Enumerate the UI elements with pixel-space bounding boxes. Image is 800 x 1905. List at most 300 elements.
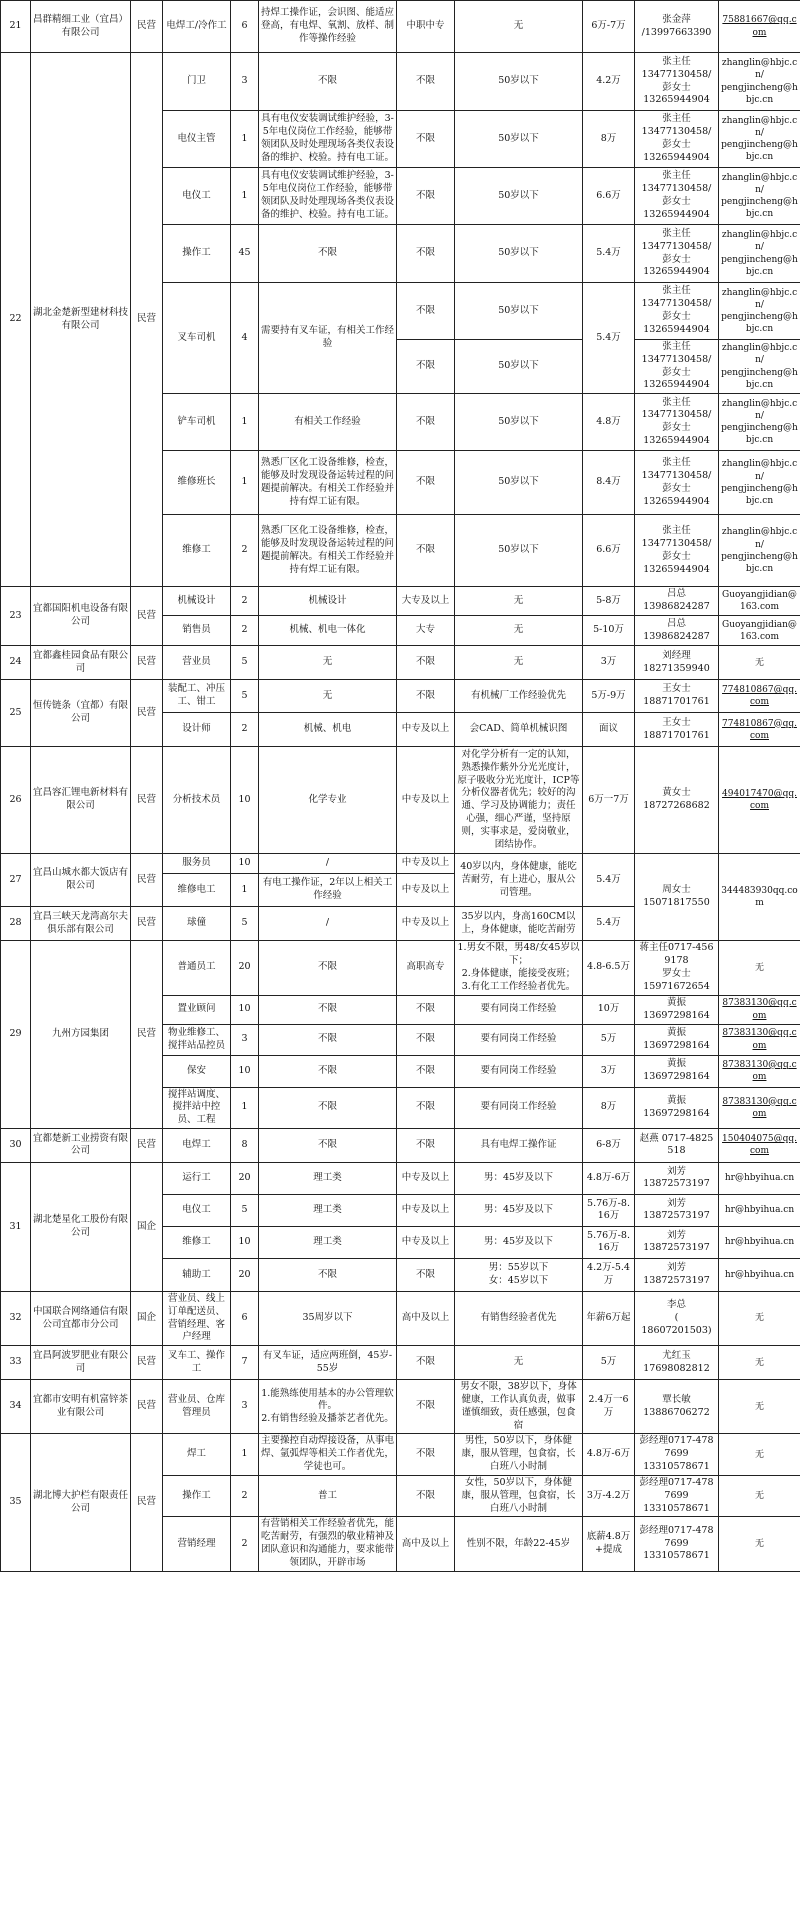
other-requirement-cell: 50岁以下	[455, 53, 583, 111]
education-cell: 中专及以上	[397, 713, 455, 747]
education-cell: 不限	[397, 225, 455, 283]
email-text[interactable]: 150404075@qq.com	[722, 1134, 797, 1157]
row-number-cell: 33	[1, 1346, 31, 1380]
salary-cell: 5-8万	[583, 587, 635, 616]
company-name-cell: 恒传链条（宜都）有限公司	[31, 680, 131, 747]
contact-cell: 覃长敏 13886706272	[635, 1380, 719, 1434]
contact-cell: 刘经理 18271359940	[635, 646, 719, 680]
position-cell: 叉车司机	[163, 283, 231, 394]
position-cell: 机械设计	[163, 587, 231, 616]
email-cell	[719, 1055, 800, 1087]
salary-cell: 6万-7万	[583, 1, 635, 53]
other-requirement-cell: 要有同岗工作经验	[455, 1055, 583, 1087]
row-number-cell: 23	[1, 587, 31, 646]
requirement-cell: 不限	[259, 1087, 397, 1128]
education-cell: 不限	[397, 1258, 455, 1291]
row-number-cell: 35	[1, 1434, 31, 1571]
other-requirement-cell: 50岁以下	[455, 111, 583, 168]
row-number-cell: 34	[1, 1380, 31, 1434]
table-row	[1, 646, 800, 680]
education-cell: 不限	[397, 995, 455, 1024]
email-cell	[719, 713, 800, 747]
position-cell: 门卫	[163, 53, 231, 111]
email-cell	[719, 1024, 800, 1055]
salary-cell: 5万-9万	[583, 680, 635, 713]
requirement-cell: 熟悉厂区化工设备维修，检查，能够及时发现设备运转过程的问题提前解决。有相关工作经验并持有焊工证有限。	[259, 515, 397, 587]
requirement-cell: 化学专业	[259, 747, 397, 854]
contact-cell: 张金萍 /13997663390	[635, 1, 719, 53]
headcount-cell: 10	[231, 1226, 259, 1258]
headcount-cell: 1	[231, 111, 259, 168]
table-row	[1, 854, 800, 874]
other-requirement-cell: 35岁以内，身高160CM以上，身体健康，能吃苦耐劳	[455, 907, 583, 941]
company-name-cell: 宜都楚新工业捞资有限公司	[31, 1128, 131, 1162]
education-cell: 大专	[397, 616, 455, 646]
contact-cell: 张主任 13477130458/ 彭女士 13265944904	[635, 225, 719, 283]
position-cell: 搅拌站调度、搅拌站中控员、工程	[163, 1087, 231, 1128]
position-cell: 电仪工	[163, 1194, 231, 1226]
contact-cell: 张主任 13477130458/ 彭女士 13265944904	[635, 168, 719, 225]
company-nature-cell: 民营	[131, 587, 163, 646]
email-text[interactable]: 无	[754, 1538, 764, 1549]
table-row	[1, 941, 800, 995]
headcount-cell: 6	[231, 1, 259, 53]
email-text[interactable]: zhanglin@hbjc.cn/ pengjincheng@hbjc.cn	[721, 172, 798, 220]
other-requirement-cell: 男：45岁及以下	[455, 1194, 583, 1226]
email-text[interactable]: 774810867@qq.com	[722, 685, 797, 708]
email-text[interactable]: 无	[754, 1449, 764, 1460]
contact-cell: 刘芳 13872573197	[635, 1194, 719, 1226]
contact-cell: 张主任 13477130458/ 彭女士 13265944904	[635, 394, 719, 451]
company-nature-cell: 民营	[131, 907, 163, 941]
company-name-cell: 湖北金楚新型建材科技有限公司	[31, 53, 131, 587]
headcount-cell: 5	[231, 646, 259, 680]
email-text[interactable]: hr@hbyihua.cn	[724, 1173, 795, 1184]
email-cell	[719, 1475, 800, 1516]
education-cell: 中职中专	[397, 1, 455, 53]
email-text[interactable]: 无	[754, 657, 764, 668]
salary-cell: 6-8万	[583, 1128, 635, 1162]
requirement-cell: 需要持有叉车证，有相关工作经验	[259, 283, 397, 394]
contact-cell: 王女士 18871701761	[635, 713, 719, 747]
other-requirement-cell: 40岁以内，身体健康，能吃苦耐劳，有上进心，服从公司管理。	[455, 854, 583, 907]
requirement-cell: /	[259, 854, 397, 874]
contact-cell: 刘芳 13872573197	[635, 1226, 719, 1258]
education-cell: 不限	[397, 283, 455, 340]
table-row	[1, 1128, 800, 1162]
salary-cell: 5.4万	[583, 854, 635, 907]
email-cell	[719, 1291, 800, 1345]
education-cell: 不限	[397, 394, 455, 451]
other-requirement-cell: 50岁以下	[455, 340, 583, 394]
email-text[interactable]: 无	[754, 962, 764, 973]
position-cell: 营业员	[163, 646, 231, 680]
education-cell: 不限	[397, 1434, 455, 1475]
other-requirement-cell: 50岁以下	[455, 283, 583, 340]
row-number-cell: 32	[1, 1291, 31, 1345]
email-text[interactable]: 无	[754, 1401, 764, 1412]
row-number-cell: 27	[1, 854, 31, 907]
education-cell: 高职高专	[397, 941, 455, 995]
company-nature-cell: 民营	[131, 646, 163, 680]
contact-cell: 黄振 13697298164	[635, 1024, 719, 1055]
salary-cell: 6万一7万	[583, 747, 635, 854]
contact-cell: 张主任 13477130458/ 彭女士 13265944904	[635, 515, 719, 587]
salary-cell: 5.4万	[583, 907, 635, 941]
salary-cell: 6.6万	[583, 515, 635, 587]
position-cell: 维修工	[163, 515, 231, 587]
row-number-cell: 28	[1, 907, 31, 941]
position-cell: 维修班长	[163, 451, 231, 515]
email-cell	[719, 1258, 800, 1291]
other-requirement-cell: 男女不限，38岁以下，身体健康，工作认真负责，做事谨慎细致，责任感强，包食宿	[455, 1380, 583, 1434]
contact-cell: 彭经理0717-4787699 13310578671	[635, 1475, 719, 1516]
other-requirement-cell: 男：55岁以下 女：45岁以下	[455, 1258, 583, 1291]
headcount-cell: 1	[231, 394, 259, 451]
company-nature-cell: 民营	[131, 53, 163, 587]
email-text[interactable]: 无	[754, 1357, 764, 1368]
email-text[interactable]: 87383130@qq.com	[722, 998, 797, 1021]
salary-cell: 3万	[583, 1055, 635, 1087]
headcount-cell: 4	[231, 283, 259, 394]
headcount-cell: 5	[231, 1194, 259, 1226]
table-row	[1, 1, 800, 53]
other-requirement-cell: 50岁以下	[455, 225, 583, 283]
requirement-cell: 不限	[259, 1055, 397, 1087]
email-cell	[719, 680, 800, 713]
other-requirement-cell: 50岁以下	[455, 394, 583, 451]
education-cell: 高中及以上	[397, 1517, 455, 1571]
email-cell	[719, 941, 800, 995]
position-cell: 焊工	[163, 1434, 231, 1475]
position-cell: 装配工、冲压工、钳工	[163, 680, 231, 713]
contact-cell: 张主任 13477130458/ 彭女士 13265944904	[635, 53, 719, 111]
company-name-cell: 湖北楚星化工股份有限公司	[31, 1162, 131, 1291]
company-name-cell: 宜昌容汇锂电新材料有限公司	[31, 747, 131, 854]
salary-cell: 4.8万	[583, 394, 635, 451]
requirement-cell: 有相关工作经验	[259, 394, 397, 451]
salary-cell: 3万-4.2万	[583, 1475, 635, 1516]
company-nature-cell: 民营	[131, 854, 163, 907]
requirement-cell: 理工类	[259, 1162, 397, 1194]
company-nature-cell: 民营	[131, 1346, 163, 1380]
salary-cell: 8万	[583, 1087, 635, 1128]
requirement-cell: 熟悉厂区化工设备维修，检查，能够及时发现设备运转过程的问题提前解决。有相关工作经验并持有焊工证有限。	[259, 451, 397, 515]
other-requirement-cell: 50岁以下	[455, 451, 583, 515]
email-text[interactable]: zhanglin@hbjc.cn/ pengjincheng@hbjc.cn	[721, 115, 798, 163]
requirement-cell: 有营销相关工作经验者优先，能吃苦耐劳，有强烈的敬业精神及团队意识和沟通能力，要求能带领团队，开辟市场	[259, 1517, 397, 1571]
company-nature-cell: 民营	[131, 680, 163, 747]
requirement-cell: 不限	[259, 1128, 397, 1162]
education-cell: 不限	[397, 1128, 455, 1162]
headcount-cell: 1	[231, 1434, 259, 1475]
position-cell: 操作工	[163, 225, 231, 283]
salary-cell: 5万	[583, 1346, 635, 1380]
salary-cell: 6.6万	[583, 168, 635, 225]
headcount-cell: 8	[231, 1128, 259, 1162]
email-text[interactable]: zhanglin@hbjc.cn/ pengjincheng@hbjc.cn	[721, 398, 798, 446]
headcount-cell: 20	[231, 1258, 259, 1291]
position-cell: 维修工	[163, 1226, 231, 1258]
headcount-cell: 45	[231, 225, 259, 283]
education-cell: 不限	[397, 1024, 455, 1055]
requirement-cell: 35周岁以下	[259, 1291, 397, 1345]
education-cell: 不限	[397, 168, 455, 225]
position-cell: 置业顾问	[163, 995, 231, 1024]
education-cell: 中专及以上	[397, 854, 455, 874]
email-cell	[719, 1128, 800, 1162]
position-cell: 辅助工	[163, 1258, 231, 1291]
headcount-cell: 5	[231, 907, 259, 941]
email-cell	[719, 111, 800, 168]
contact-cell: 彭经理0717-4787699 13310578671	[635, 1434, 719, 1475]
other-requirement-cell: 女性，50岁以下，身体健康，服从管理，包食宿，长白班八小时制	[455, 1475, 583, 1516]
headcount-cell: 2	[231, 1517, 259, 1571]
salary-cell: 5-10万	[583, 616, 635, 646]
requirement-cell: 无	[259, 646, 397, 680]
position-cell: 普通员工	[163, 941, 231, 995]
company-name-cell: 宜昌三峡天龙湾高尔夫俱乐部有限公司	[31, 907, 131, 941]
company-nature-cell: 民营	[131, 1434, 163, 1571]
contact-cell: 刘芳 13872573197	[635, 1162, 719, 1194]
headcount-cell: 2	[231, 587, 259, 616]
other-requirement-cell: 男：45岁及以下	[455, 1226, 583, 1258]
email-text[interactable]: zhanglin@hbjc.cn/ pengjincheng@hbjc.cn	[721, 343, 798, 390]
email-text[interactable]: 87383130@qq.com	[722, 1059, 797, 1082]
headcount-cell: 20	[231, 941, 259, 995]
email-cell	[719, 283, 800, 340]
row-number-cell: 29	[1, 941, 31, 1129]
salary-cell: 5.76万-8.16万	[583, 1194, 635, 1226]
other-requirement-cell: 无	[455, 616, 583, 646]
contact-cell: 黄振 13697298164	[635, 1087, 719, 1128]
row-number-cell: 31	[1, 1162, 31, 1291]
table-row	[1, 53, 800, 111]
headcount-cell: 10	[231, 995, 259, 1024]
contact-cell: 黄振 13697298164	[635, 995, 719, 1024]
salary-cell: 4.8万-6万	[583, 1434, 635, 1475]
headcount-cell: 10	[231, 1055, 259, 1087]
contact-cell: 张主任 13477130458/ 彭女士 13265944904	[635, 111, 719, 168]
email-text[interactable]: zhanglin@hbjc.cn/ pengjincheng@hbjc.cn	[721, 58, 798, 105]
company-nature-cell: 国企	[131, 1162, 163, 1291]
contact-cell: 李总 ( 18607201503)	[635, 1291, 719, 1345]
requirement-cell: 不限	[259, 1024, 397, 1055]
education-cell: 不限	[397, 451, 455, 515]
company-name-cell: 宜都鑫桂园食品有限公司	[31, 646, 131, 680]
headcount-cell: 2	[231, 713, 259, 747]
email-cell	[719, 340, 800, 394]
position-cell: 销售员	[163, 616, 231, 646]
email-text[interactable]: 无	[754, 1491, 764, 1502]
contact-cell: 王女士 18871701761	[635, 680, 719, 713]
email-text[interactable]: hr@hbyihua.cn	[724, 1205, 795, 1216]
contact-cell: 吕总 13986824287	[635, 587, 719, 616]
position-cell: 保安	[163, 1055, 231, 1087]
salary-cell: 8.4万	[583, 451, 635, 515]
email-cell	[719, 451, 800, 515]
requirement-cell: 不限	[259, 225, 397, 283]
row-number-cell: 22	[1, 53, 31, 587]
company-name-cell: 宜昌山城水都大饭店有限公司	[31, 854, 131, 907]
contact-cell: 张主任 13477130458/ 彭女士 13265944904	[635, 340, 719, 394]
email-text[interactable]: Guoyangjidian@163.com	[722, 590, 797, 613]
headcount-cell: 7	[231, 1346, 259, 1380]
salary-cell: 4.2万	[583, 53, 635, 111]
headcount-cell: 6	[231, 1291, 259, 1345]
company-nature-cell: 民营	[131, 747, 163, 854]
email-cell	[719, 1, 800, 53]
job-table-body	[1, 1, 800, 1572]
position-cell: 设计师	[163, 713, 231, 747]
position-cell: 物业维修工、搅拌站品控员	[163, 1024, 231, 1055]
email-text[interactable]: zhanglin@hbjc.cn/ pengjincheng@hbjc.cn	[721, 527, 798, 574]
row-number-cell: 21	[1, 1, 31, 53]
requirement-cell: 无	[259, 680, 397, 713]
other-requirement-cell: 无	[455, 646, 583, 680]
row-number-cell: 24	[1, 646, 31, 680]
company-name-cell: 湖北博大护栏有限责任公司	[31, 1434, 131, 1571]
other-requirement-cell: 要有同岗工作经验	[455, 1024, 583, 1055]
email-cell	[719, 225, 800, 283]
education-cell: 不限	[397, 1475, 455, 1516]
table-row	[1, 1162, 800, 1194]
email-text[interactable]: zhanglin@hbjc.cn/ pengjincheng@hbjc.cn	[721, 459, 798, 506]
position-cell: 电仪主管	[163, 111, 231, 168]
salary-cell: 5万	[583, 1024, 635, 1055]
headcount-cell: 1	[231, 874, 259, 907]
email-cell	[719, 854, 800, 941]
headcount-cell: 10	[231, 747, 259, 854]
table-row	[1, 1434, 800, 1475]
email-text[interactable]: hr@hbyihua.cn	[724, 1237, 795, 1248]
company-name-cell: 宜都市安明有机富锌茶业有限公司	[31, 1380, 131, 1434]
row-number-cell: 26	[1, 747, 31, 854]
contact-cell: 尤红玉 17698082812	[635, 1346, 719, 1380]
education-cell: 中专及以上	[397, 747, 455, 854]
email-text[interactable]: 87383130@qq.com	[722, 1096, 797, 1119]
education-cell: 中专及以上	[397, 874, 455, 907]
email-text[interactable]: 87383130@qq.com	[722, 1028, 797, 1051]
requirement-cell: 主要操控自动焊接设备，从事电焊、氩弧焊等相关工作者优先，学徒也可。	[259, 1434, 397, 1475]
email-cell	[719, 168, 800, 225]
headcount-cell: 3	[231, 1380, 259, 1434]
requirement-cell: /	[259, 907, 397, 941]
position-cell: 操作工	[163, 1475, 231, 1516]
email-cell	[719, 616, 800, 646]
position-cell: 运行工	[163, 1162, 231, 1194]
requirement-cell: 机械设计	[259, 587, 397, 616]
salary-cell: 10万	[583, 995, 635, 1024]
other-requirement-cell: 有销售经验者优先	[455, 1291, 583, 1345]
other-requirement-cell: 50岁以下	[455, 515, 583, 587]
company-name-cell: 宜昌阿波罗肥业有限公司	[31, 1346, 131, 1380]
salary-cell: 4.8万-6万	[583, 1162, 635, 1194]
email-cell	[719, 995, 800, 1024]
salary-cell: 3万	[583, 646, 635, 680]
other-requirement-cell: 要有同岗工作经验	[455, 1087, 583, 1128]
education-cell: 不限	[397, 111, 455, 168]
salary-cell: 4.2万-5.4万	[583, 1258, 635, 1291]
contact-cell: 黄女士 18727268682	[635, 747, 719, 854]
company-name-cell: 昌群精细工业（宜昌）有限公司	[31, 1, 131, 53]
position-cell: 电焊工	[163, 1128, 231, 1162]
company-name-cell: 九州方园集团	[31, 941, 131, 1129]
email-text[interactable]: zhanglin@hbjc.cn/ pengjincheng@hbjc.cn	[721, 287, 798, 335]
email-text[interactable]: hr@hbyihua.cn	[724, 1269, 795, 1280]
education-cell: 不限	[397, 53, 455, 111]
position-cell: 球僮	[163, 907, 231, 941]
contact-cell: 张主任 13477130458/ 彭女士 13265944904	[635, 451, 719, 515]
requirement-cell: 具有电仪安装调试维护经验，3-5年电仪岗位工作经验，能够带领团队及时处理现场各类仪表设备的维护、校验。持有电工证。	[259, 168, 397, 225]
education-cell: 高中及以上	[397, 1291, 455, 1345]
email-text[interactable]: 494017470@qq.com	[722, 789, 797, 812]
headcount-cell: 2	[231, 616, 259, 646]
requirement-cell: 持焊工操作证，会识图、能适应登高，有电焊、氧割、放样、制作等操作经验	[259, 1, 397, 53]
requirement-cell: 机械、机电一体化	[259, 616, 397, 646]
table-row	[1, 747, 800, 854]
headcount-cell: 1	[231, 451, 259, 515]
education-cell: 不限	[397, 1087, 455, 1128]
other-requirement-cell: 男性，50岁以下，身体健康，服从管理，包食宿，长白班八小时制	[455, 1434, 583, 1475]
email-cell	[719, 1346, 800, 1380]
headcount-cell: 2	[231, 515, 259, 587]
position-cell: 铲车司机	[163, 394, 231, 451]
education-cell: 中专及以上	[397, 1162, 455, 1194]
company-nature-cell: 民营	[131, 1380, 163, 1434]
other-requirement-cell: 性别不限，年龄22-45岁	[455, 1517, 583, 1571]
position-cell: 电焊工/冷作工	[163, 1, 231, 53]
position-cell: 叉车工、操作工	[163, 1346, 231, 1380]
requirement-cell: 有电工操作证，2年以上相关工作经验	[259, 874, 397, 907]
email-cell	[719, 1162, 800, 1194]
table-row	[1, 1291, 800, 1345]
email-cell	[719, 1434, 800, 1475]
education-cell: 不限	[397, 340, 455, 394]
email-cell	[719, 1194, 800, 1226]
other-requirement-cell: 1.男女不限，男48/女45岁以下； 2.身体健康，能接受夜班； 3.有化工工作经验者优先。	[455, 941, 583, 995]
email-text[interactable]: zhanglin@hbjc.cn/ pengjincheng@hbjc.cn	[721, 230, 798, 277]
salary-cell: 年薪6万起	[583, 1291, 635, 1345]
company-name-cell: 中国联合网络通信有限公司宜都市分公司	[31, 1291, 131, 1345]
table-row	[1, 1346, 800, 1380]
education-cell: 中专及以上	[397, 1226, 455, 1258]
requirement-cell: 不限	[259, 941, 397, 995]
education-cell: 不限	[397, 646, 455, 680]
email-cell	[719, 1226, 800, 1258]
company-nature-cell: 民营	[131, 1, 163, 53]
other-requirement-cell: 具有电焊工操作证	[455, 1128, 583, 1162]
table-row	[1, 680, 800, 713]
email-text[interactable]: 344483930qq.com	[721, 886, 798, 909]
email-text[interactable]: Guoyangjidian@163.com	[722, 619, 797, 642]
requirement-cell: 理工类	[259, 1226, 397, 1258]
education-cell: 不限	[397, 515, 455, 587]
other-requirement-cell: 无	[455, 587, 583, 616]
email-cell	[719, 1087, 800, 1128]
education-cell: 中专及以上	[397, 1194, 455, 1226]
email-cell	[719, 515, 800, 587]
email-text[interactable]: 75881667@qq.com	[722, 15, 797, 38]
salary-cell: 8万	[583, 111, 635, 168]
salary-cell: 5.4万	[583, 225, 635, 283]
email-text[interactable]: 774810867@qq.com	[722, 718, 797, 741]
headcount-cell: 5	[231, 680, 259, 713]
position-cell: 电仪工	[163, 168, 231, 225]
requirement-cell: 理工类	[259, 1194, 397, 1226]
contact-cell: 黄振 13697298164	[635, 1055, 719, 1087]
email-text[interactable]: 无	[754, 1313, 764, 1324]
